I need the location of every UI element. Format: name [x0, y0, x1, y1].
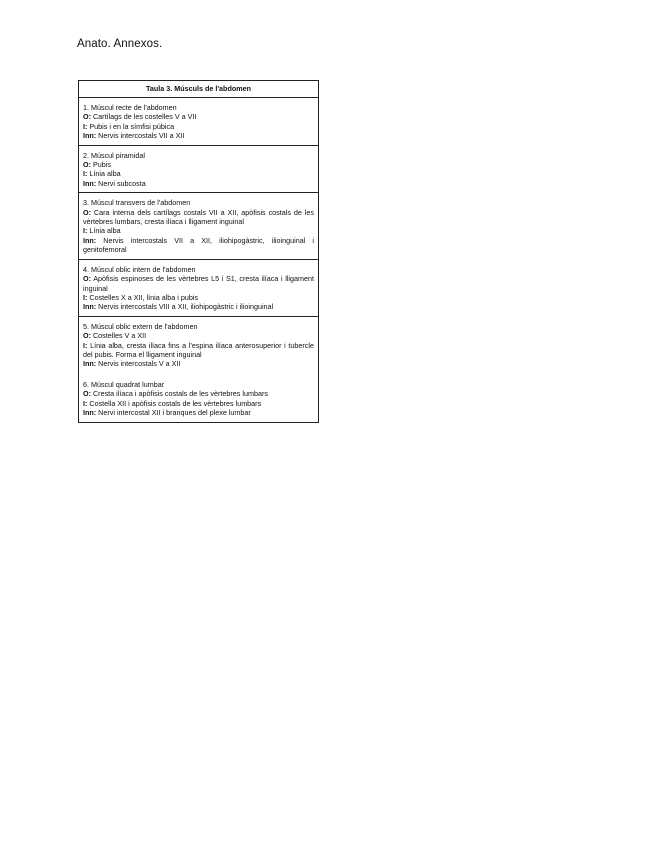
origin-label: O: — [83, 112, 91, 122]
muscle-entry — [79, 193, 318, 259]
muscle-origin — [83, 274, 314, 293]
insertion-label: I: — [83, 121, 88, 131]
muscle-insertion — [83, 399, 314, 408]
origin-label: O: — [83, 207, 91, 217]
insertion-label: I: — [83, 292, 88, 302]
muscle-origin — [83, 331, 314, 340]
muscle-name: 6. Múscul quadrat lumbar — [83, 379, 165, 389]
muscle-innervation — [83, 359, 314, 368]
insertion-label: I: — [83, 226, 88, 236]
muscle-name: 5. Múscul oblic extern de l'abdomen — [83, 321, 198, 331]
insertion-text: Línia alba — [89, 226, 121, 236]
page-header: Anato. Annexos. — [77, 38, 163, 50]
origin-text: Costelles V a XII — [92, 331, 147, 341]
muscle-origin — [83, 160, 314, 169]
muscle-innervation — [83, 302, 314, 311]
origin-text: Cara interna dels cartílags costals VII a XII, apòfisis costals de les vèrtebres lumbars, cresta ilíaca i lligament inguinal — [83, 207, 314, 227]
innervation-label: Inn: — [83, 359, 97, 369]
origin-text: Cresta ilíaca i apòfisis costals de les vèrtebres lumbars — [92, 389, 268, 399]
origin-label: O: — [83, 389, 91, 399]
innervation-text: Nervis intercostals V a XII — [98, 359, 181, 369]
innervation-text: Nervis intercostals VII a XII, iliohipogàstric, ilioinguinal i genitofemoral — [83, 235, 314, 255]
insertion-text: Línia alba, cresta ilíaca fins a l'espina ilíaca anterosuperior i tubercle del pubis. Forma el lligament inguinal — [83, 340, 314, 359]
muscle-innervation — [83, 179, 314, 188]
muscle-innervation — [83, 408, 314, 417]
muscle-entry — [79, 98, 318, 146]
muscle-innervation — [83, 131, 314, 140]
muscle-insertion — [83, 226, 314, 235]
insertion-text: Línia alba — [89, 169, 121, 179]
innervation-text: Nervi subcosta — [98, 178, 146, 188]
innervation-label: Inn: — [83, 131, 97, 141]
muscle-table — [78, 80, 319, 423]
muscle-origin — [83, 112, 314, 121]
muscle-entry — [79, 260, 318, 317]
insertion-text: Pubis i en la símfisi púbica — [89, 121, 175, 131]
innervation-label: Inn: — [83, 407, 97, 417]
muscle-entry — [79, 375, 318, 423]
muscle-insertion — [83, 122, 314, 131]
origin-label: O: — [83, 160, 91, 170]
innervation-label: Inn: — [83, 235, 97, 245]
muscle-origin — [83, 208, 314, 227]
muscle-name: 4. Múscul oblic intern de l'abdomen — [83, 264, 196, 274]
origin-text: Cartílags de les costelles V a VII — [92, 112, 197, 122]
insertion-label: I: — [83, 169, 88, 179]
origin-label: O: — [83, 331, 91, 341]
origin-text: Apòfisis espinoses de les vèrtebres L5 i S1, cresta ilíaca i lligament inguinal — [83, 274, 315, 293]
muscle-entry — [79, 317, 318, 375]
innervation-label: Inn: — [83, 178, 97, 188]
muscle-name: 2. Múscul piramidal — [83, 150, 145, 160]
muscle-origin — [83, 389, 314, 398]
muscle-insertion — [83, 293, 314, 302]
muscle-name: 3. Múscul transvers de l'abdomen — [83, 198, 191, 208]
insertion-label: I: — [83, 340, 88, 350]
muscle-insertion — [83, 169, 314, 178]
insertion-text: Costella XII i apòfisis costals de les vèrtebres lumbars — [89, 398, 262, 408]
muscle-entry — [79, 146, 318, 194]
muscle-insertion — [83, 341, 314, 360]
innervation-text: Nervi intercostal XII i branques del plexe lumbar — [98, 407, 251, 417]
insertion-text: Costelles X a XII, línia alba i pubis — [89, 292, 199, 302]
muscle-name: 1. Múscul recte de l'abdomen — [83, 103, 177, 112]
innervation-text: Nervis intercostals VII a XII — [98, 131, 185, 141]
insertion-label: I: — [83, 398, 88, 408]
origin-text: Pubis — [92, 160, 111, 170]
innervation-label: Inn: — [83, 302, 97, 312]
innervation-text: Nervis intercostals VIII a XII, iliohipogàstric i ilioinguinal — [98, 302, 274, 312]
origin-label: O: — [83, 274, 91, 284]
table-title: Taula 3. Músculs de l'abdomen — [79, 80, 318, 98]
muscle-innervation — [83, 236, 314, 255]
